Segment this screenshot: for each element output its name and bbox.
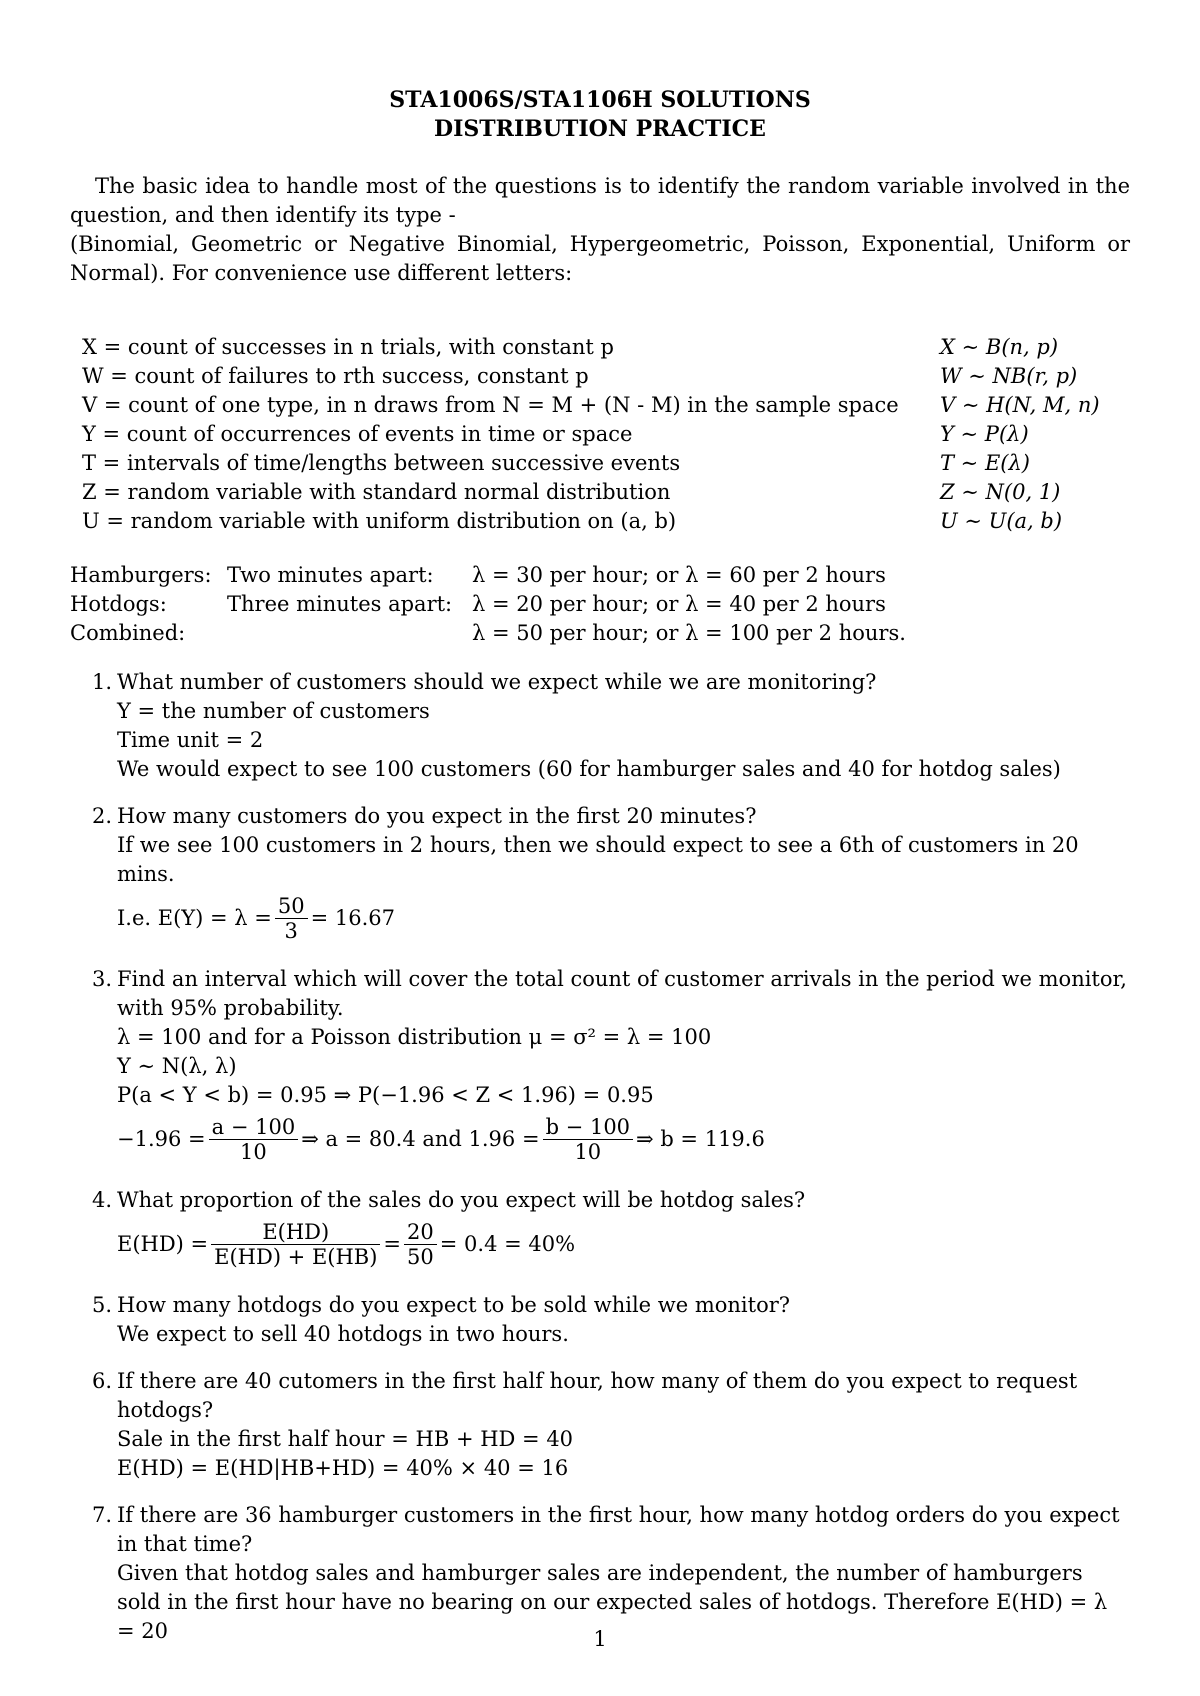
definition-text: Y = count of occurrences of events in time or space	[82, 422, 633, 446]
definition-distribution: U ∼ U(a, b)	[940, 509, 1063, 533]
fraction-denominator: 10	[240, 1139, 267, 1164]
definition-row	[82, 449, 1130, 478]
definition-row	[82, 420, 1130, 449]
rate-spacing: Three minutes apart:	[227, 592, 453, 616]
fraction-denominator: E(HD) + E(HB)	[214, 1244, 378, 1269]
rate-item: Hamburgers:	[70, 563, 212, 587]
rate-spacing: Two minutes apart:	[227, 563, 434, 587]
question-number: 2.	[91, 804, 112, 828]
definition-row	[82, 362, 1130, 391]
question-text: If there are 40 cutomers in the first half hour, how many of them do you expect to request hotdogs?	[117, 1369, 1078, 1422]
definition-text: X = count of successes in n trials, with constant p	[82, 335, 614, 359]
answer-line: Given that hotdog sales and hamburger sales are independent, the number of hamburgers sold in the first hour have no bearing on our expected sales of hotdogs. Therefore E(HD) = λ = 20	[117, 1561, 1108, 1643]
fraction-numerator: 20	[404, 1220, 437, 1245]
fraction-denominator: 10	[574, 1139, 602, 1164]
fraction	[404, 1220, 437, 1269]
fraction-denominator: 3	[284, 918, 298, 943]
rate-item: Hotdogs:	[70, 592, 167, 616]
rate-spacing	[227, 619, 472, 648]
question-number: 3.	[91, 967, 112, 991]
rate-value: λ = 20 per hour; or λ = 40 per 2 hours	[472, 592, 886, 616]
definition-distribution: Z ∼ N(0, 1)	[940, 480, 1061, 504]
answer-line: P(a < Y < b) = 0.95 ⇒ P(−1.96 < Z < 1.96) = 0.95	[117, 1083, 654, 1107]
answer-line: We expect to sell 40 hotdogs in two hours.	[117, 1322, 569, 1346]
fraction	[211, 1220, 380, 1269]
question-number: 6.	[91, 1369, 112, 1393]
equation-text: ⇒ b = 119.6	[636, 1126, 765, 1151]
intro-paragraph-1: The basic idea to handle most of the questions is to identify the random variable involved in the question, and then identify its type -	[70, 174, 1130, 227]
definition-row	[82, 507, 1130, 536]
answer-line: If we see 100 customers in 2 hours, then we should expect to see a 6th of customers in 20 mins.	[117, 833, 1079, 886]
definition-row	[82, 333, 1130, 362]
rate-row	[70, 619, 906, 648]
definition-distribution: Y ∼ P(λ)	[940, 422, 1029, 446]
rate-row	[70, 561, 906, 590]
question-text: How many hotdogs do you expect to be sold while we monitor?	[117, 1293, 791, 1317]
rate-value: λ = 50 per hour; or λ = 100 per 2 hours.	[472, 621, 906, 645]
fraction-numerator: E(HD)	[211, 1220, 380, 1245]
question-text: If there are 36 hamburger customers in the first hour, how many hotdog orders do you expect in that time?	[117, 1503, 1120, 1556]
rate-item: Combined:	[70, 621, 186, 645]
answer-line: We would expect to see 100 customers (60 for hamburger sales and 40 for hotdog sales)	[117, 757, 1061, 781]
rate-row	[70, 590, 906, 619]
fraction	[209, 1115, 299, 1164]
definition-row	[82, 478, 1130, 507]
equation-text: I.e. E(Y) = λ =	[117, 905, 272, 930]
answer-line: λ = 100 and for a Poisson distribution μ = σ² = λ = 100	[117, 1025, 712, 1049]
question-6	[82, 1367, 1130, 1483]
equation-text: =	[383, 1231, 402, 1256]
equation-text: = 16.67	[310, 905, 395, 930]
fraction	[275, 894, 308, 943]
title-block	[0, 86, 1200, 144]
definition-distribution: T ∼ E(λ)	[940, 451, 1030, 475]
answer-line: Y = the number of customers	[117, 699, 430, 723]
fraction	[543, 1115, 633, 1164]
page-number: 1	[593, 1627, 607, 1651]
question-1	[82, 668, 1130, 784]
answer-line: Time unit = 2	[117, 728, 264, 752]
document-title: STA1006S/STA1106H SOLUTIONS	[389, 87, 811, 113]
questions-list	[82, 668, 1130, 1664]
equation-text: = 0.4 = 40%	[439, 1231, 576, 1256]
definition-distribution: W ∼ NB(r, p)	[940, 364, 1078, 388]
question-4	[82, 1186, 1130, 1273]
intro-paragraph-2: (Binomial, Geometric or Negative Binomial, Hypergeometric, Poisson, Exponential, Uniform or Normal). For convenience use different letters:	[70, 232, 1130, 285]
fraction-denominator: 50	[407, 1244, 434, 1269]
question-text: How many customers do you expect in the first 20 minutes?	[117, 804, 757, 828]
definition-distribution: V ∼ H(N, M, n)	[940, 393, 1100, 417]
definition-text: U = random variable with uniform distribution on (a, b)	[82, 509, 677, 533]
equation	[117, 1110, 1130, 1168]
equation-text: −1.96 =	[117, 1126, 206, 1151]
rate-value: λ = 30 per hour; or λ = 60 per 2 hours	[472, 563, 886, 587]
fraction-numerator: a − 100	[209, 1115, 299, 1140]
question-3	[82, 965, 1130, 1168]
intro-section	[70, 172, 1130, 288]
question-number: 7.	[91, 1503, 112, 1527]
answer-line: Sale in the first half hour = HB + HD = 40	[117, 1427, 574, 1451]
question-5	[82, 1291, 1130, 1349]
equation-text: ⇒ a = 80.4 and 1.96 =	[301, 1126, 540, 1151]
question-text: What proportion of the sales do you expect will be hotdog sales?	[117, 1188, 806, 1212]
definition-text: Z = random variable with standard normal distribution	[82, 480, 671, 504]
definition-text: V = count of one type, in n draws from N = M + (N - M) in the sample space	[82, 393, 899, 417]
definition-distribution: X ∼ B(n, p)	[940, 335, 1059, 359]
document-subtitle: DISTRIBUTION PRACTICE	[434, 116, 766, 142]
equation	[117, 1215, 1130, 1273]
answer-line: E(HD) = E(HD|HB+HD) = 40% × 40 = 16	[117, 1456, 569, 1480]
equation	[117, 889, 1130, 947]
fraction-numerator: b − 100	[543, 1115, 633, 1140]
rates-table	[70, 561, 906, 648]
definition-text: T = intervals of time/lengths between successive events	[82, 451, 681, 475]
question-text: What number of customers should we expect while we are monitoring?	[117, 670, 877, 694]
definition-row	[82, 391, 1130, 420]
question-number: 4.	[91, 1188, 112, 1212]
equation-text: E(HD) =	[117, 1231, 209, 1256]
question-number: 1.	[91, 670, 112, 694]
question-2	[82, 802, 1130, 947]
question-text: Find an interval which will cover the total count of customer arrivals in the period we monitor, with 95% probability.	[117, 967, 1127, 1020]
answer-line: Y ∼ N(λ, λ)	[117, 1054, 237, 1078]
question-number: 5.	[91, 1293, 112, 1317]
definition-text: W = count of failures to rth success, constant p	[82, 364, 589, 388]
fraction-numerator: 50	[275, 894, 308, 919]
definitions-table	[82, 333, 1130, 536]
